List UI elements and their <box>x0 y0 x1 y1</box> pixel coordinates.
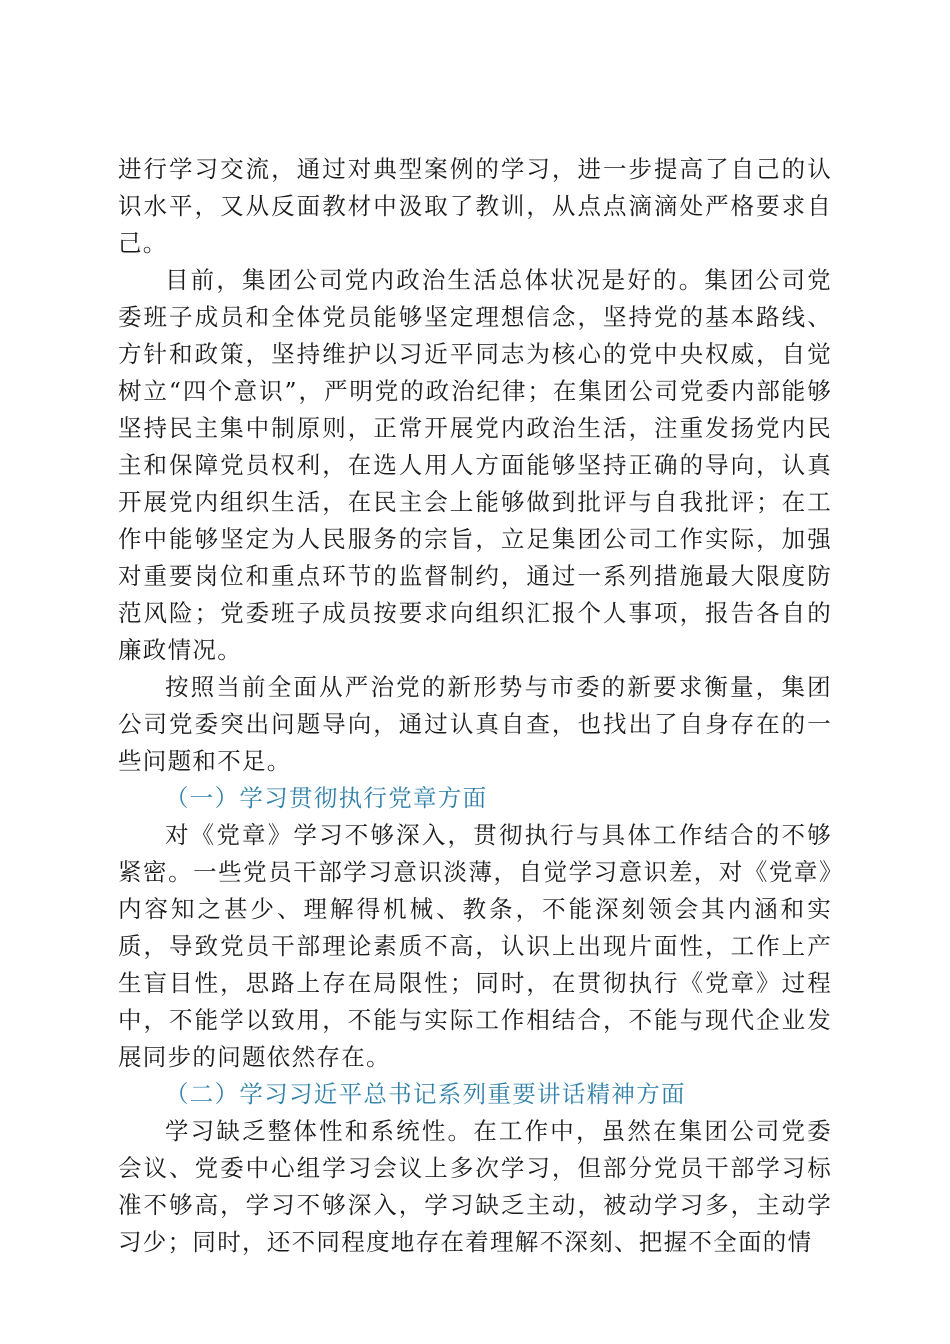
section-heading-party-constitution: （一）学习贯彻执行党章方面 <box>165 784 488 812</box>
paragraph-intro-continuation: 进行学习交流，通过对典型案例的学习，进一步提高了自己的认识水平，又从反面教材中汲取了教训，从点点滴滴处严格要求自己。 <box>118 155 832 257</box>
paragraph-party-constitution: 对《党章》学习不够深入，贯彻执行与具体工作结合的不够紧密。一些党员干部学习意识淡薄，自觉学习意识差，对《党章》内容知之甚少、理解得机械、教条，不能深刻领会其内涵和实质，导致党员干部理论素质不高，认识上出现片面性，工作上产生盲目性，思路上存在局限性；同时，在贯彻执行《党章》过程中，不能学以致用，不能与实际工作相结合，不能与现代企业发展同步的问题依然存在。 <box>118 821 832 1071</box>
section-heading-speech-study: （二）学习习近平总书记系列重要讲话精神方面 <box>165 1080 686 1108</box>
paragraph-speech-study: 学习缺乏整体性和系统性。在工作中，虽然在集团公司党委会议、党委中心组学习会议上多次学习，但部分党员干部学习标准不够高，学习不够深入，学习缺乏主动，被动学习多，主动学习少；同时，还不同程度地存在着理解不深刻、把握不全面的情 <box>118 1117 832 1256</box>
paragraph-overall-status: 目前，集团公司党内政治生活总体状况是好的。集团公司党委班子成员和全体党员能够坚定理想信念，坚持党的基本路线、方针和政策，坚持维护以习近平同志为核心的党中央权威，自觉树立“四个意识”，严明党的政治纪律；在集团公司党委内部能够坚持民主集中制原则，正常开展党内政治生活，注重发扬党内民主和保障党员权利，在选人用人方面能够坚持正确的导向，认真开展党内组织生活，在民主会上能够做到批评与自我批评；在工作中能够坚定为人民服务的宗旨，立足集团公司工作实际，加强对重要岗位和重点环节的监督制约，通过一系列措施最大限度防范风险；党委班子成员按要求向组织汇报个人事项，报告各自的廉政情况。 <box>118 266 832 664</box>
paragraph-problems-intro: 按照当前全面从严治党的新形势与市委的新要求衡量，集团公司党委突出问题导向，通过认真自查，也找出了自身存在的一些问题和不足。 <box>118 673 832 775</box>
document-page <box>118 151 832 1261</box>
